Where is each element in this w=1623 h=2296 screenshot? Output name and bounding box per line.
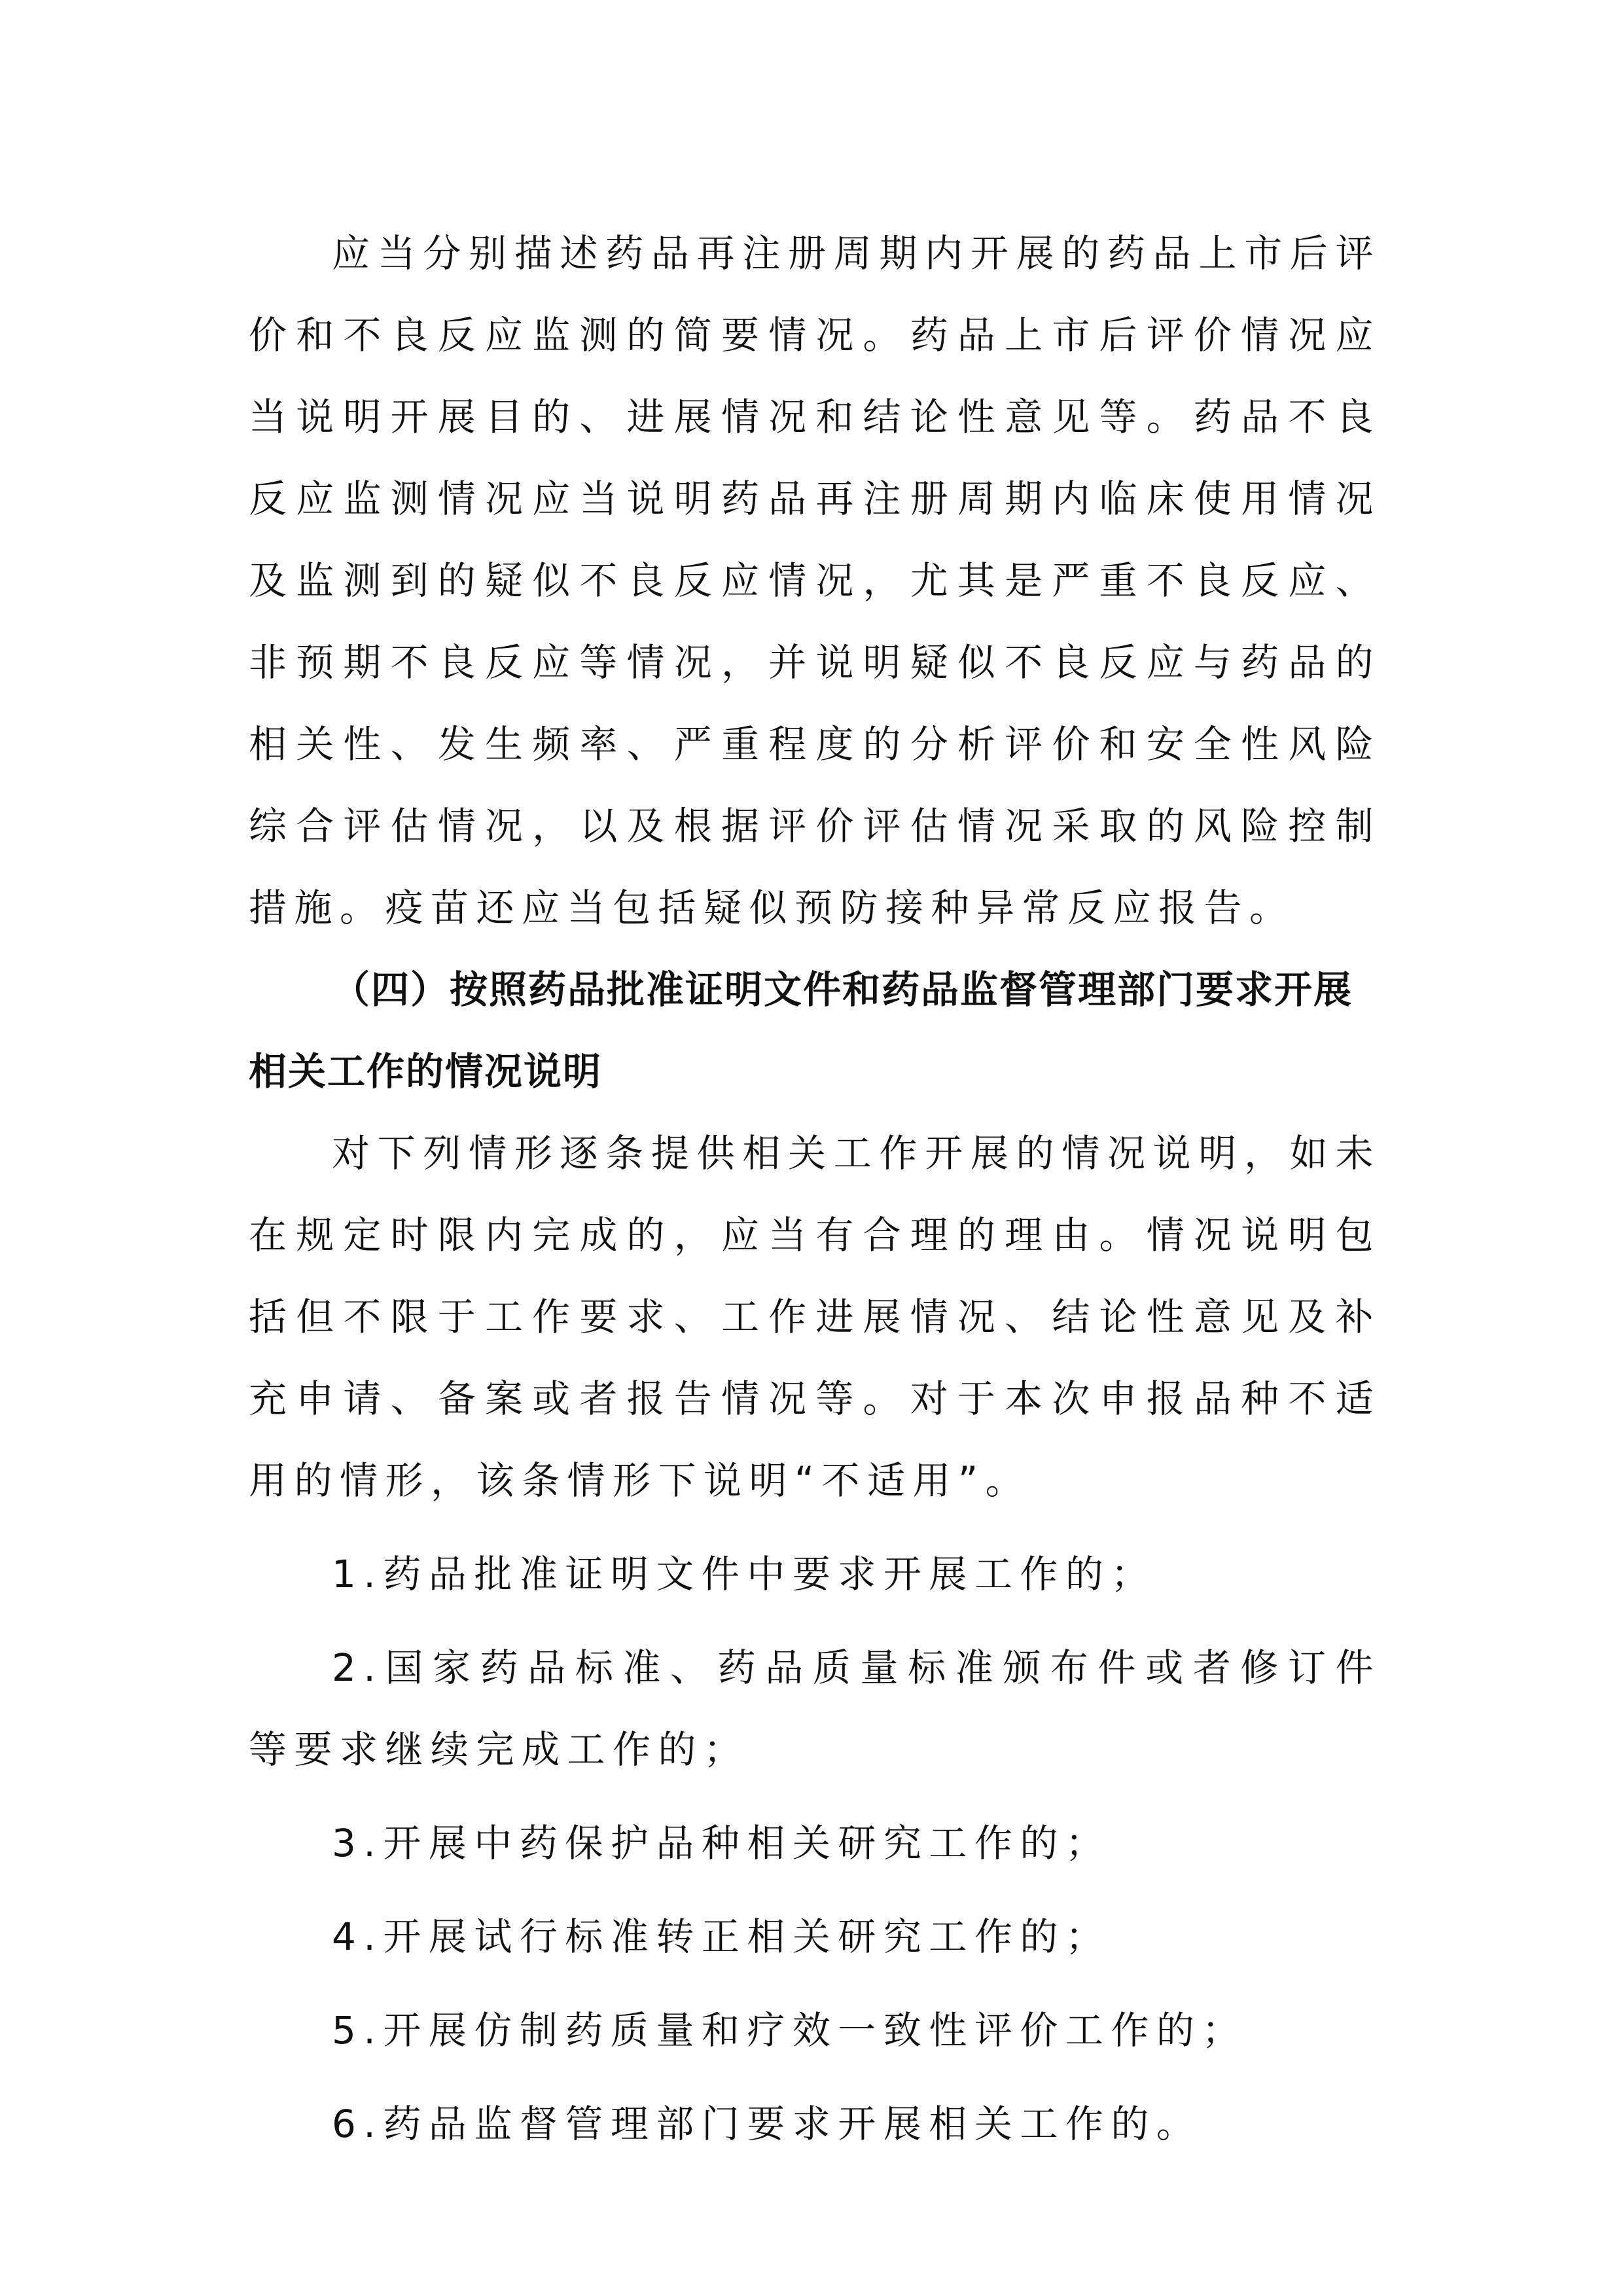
spacer xyxy=(249,1522,1381,1534)
document-page xyxy=(249,213,1381,2165)
spacer xyxy=(249,1791,1381,1803)
section-heading: （四）按照药品批准证明文件和药品监督管理部门要求开展相关工作的情况说明 xyxy=(249,967,1353,1094)
spacer xyxy=(249,1978,1381,1990)
spacer xyxy=(249,1884,1381,1896)
spacer xyxy=(249,1615,1381,1627)
list-item: 1.药品批准证明文件中要求开展工作的； xyxy=(332,1552,1156,1596)
list-item: 3.开展中药保护品种相关研究工作的； xyxy=(332,1821,1111,1865)
list-item: 6.药品监督管理部门要求开展相关工作的。 xyxy=(332,2102,1202,2146)
spacer xyxy=(249,2072,1381,2083)
body-paragraph-situation-description: 对下列情形逐条提供相关工作开展的情况说明，如未在规定时限内完成的，应当有合理的理由。情况说明包括但不限于工作要求、工作进展情况、结论性意见及补充申请、备案或者报告情况等。对于本次申报品种不适用的情形，该条情形下说明“不适用”。 xyxy=(249,1131,1381,1503)
list-item: 2.国家药品标准、药品质量标准颁布件或者修订件等要求继续完成工作的； xyxy=(249,1645,1381,1772)
list-item: 4.开展试行标准转正相关研究工作的； xyxy=(332,1914,1111,1959)
body-paragraph-post-market-evaluation: 应当分别描述药品再注册周期内开展的药品上市后评价和不良反应监测的简要情况。药品上市后评价情况应当说明开展目的、进展情况和结论性意见等。药品不良反应监测情况应当说明药品再注册周期内临床使用情况及监测到的疑似不良反应情况，尤其是严重不良反应、非预期不良反应等情况，并说明疑似不良反应与药品的相关性、发生频率、严重程度的分析评价和安全性风险综合评估情况，以及根据评价评估情况采取的风险控制措施。疫苗还应当包括疑似预防接种异常反应报告。 xyxy=(249,231,1381,930)
list-item: 5.开展仿制药质量和疗效一致性评价工作的； xyxy=(332,2008,1247,2053)
